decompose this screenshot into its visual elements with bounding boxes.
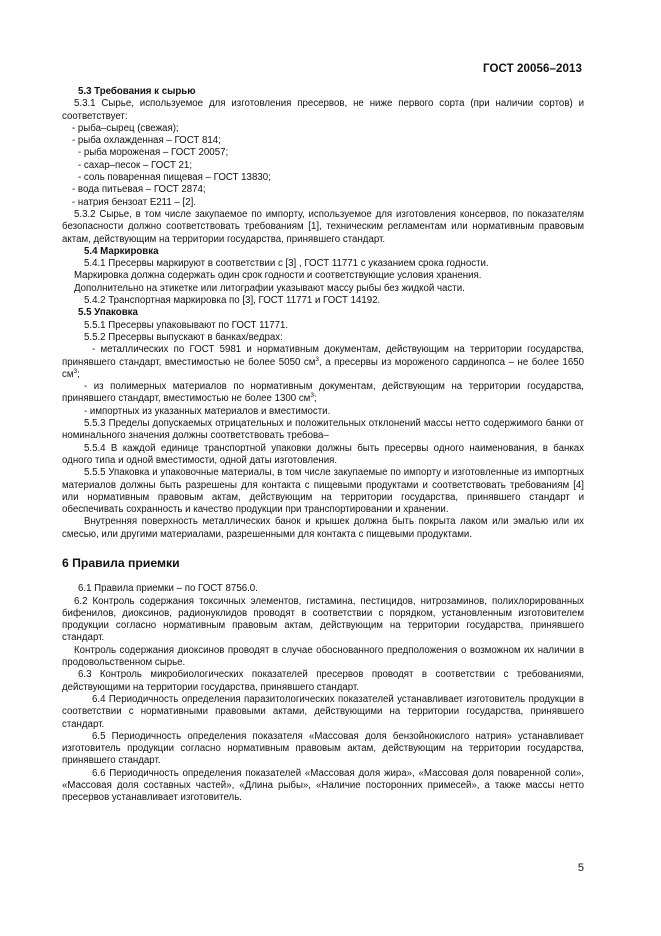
polymer-cans-text-b: ; — [313, 393, 317, 405]
metal-cans-text-b: , а пресервы из мороженого сардинопса – не более 1650 см — [62, 356, 584, 380]
paragraph-5-5-5: 5.5.5 Упаковка и упаковочные материалы, в том числе закупаемые по импорту и изготовленные из импортных материалов должны быть разрешены для контакта с пищевыми продуктами и соответствовать требованиям [4] или нормативным правовым актам, действующим на территории государства, принявшего стандарт и обеспечивать сохранность и качество продукции при транспортировании и хранении. — [62, 467, 584, 516]
page-number: 5 — [577, 862, 584, 874]
document-body — [62, 86, 584, 805]
polymer-cans-text-a: - из полимерных материалов по нормативным документам, действующим на территории государства, принявшего стандарт, вместимостью не более 1300 см — [62, 381, 584, 405]
paragraph-5-5-3: 5.5.3 Пределы допускаемых отрицательных и положительных отклонений массы нетто содержимого банки от номинального значения должны соответствовать требова– — [62, 418, 584, 442]
paragraph-5-5-4: 5.5.4 В каждой единице транспортной упаковки должны быть пресервы одного наименования, в банках одного типа и одной вместимости, одной даты изготовления. — [62, 442, 584, 466]
paragraph-6-4: 6.4 Периодичность определения паразитологических показателей устанавливает изготовитель продукции в соответствии с нормативными правовыми актами, действующими на территории государства, принявшего стандарт. — [62, 693, 584, 730]
list-item-sugar: - сахар–песок – ГОСТ 21; — [78, 159, 193, 171]
paragraph-5-5-2: 5.5.2 Пресервы выпускают в банках/ведрах: — [84, 331, 283, 343]
section-6-title: 6 Правила приемки — [62, 555, 180, 570]
paragraph-5-4-1: 5.4.1 Пресервы маркируют в соответствии с [3] , ГОСТ 11771 с указанием срока годности. — [84, 258, 489, 270]
metal-cans-text-c: ; — [77, 368, 80, 380]
paragraph-5-4-1-marking: Маркировка должна содержать один срок годности и соответствующие условия хранения. — [74, 270, 482, 282]
section-5-4-title: 5.4 Маркировка — [84, 245, 159, 257]
list-item-sodium-benzoate: - натрия бензоат Е211 – [2]. — [72, 196, 196, 208]
paragraph-5-5-1: 5.5.1 Пресервы упаковывают по ГОСТ 11771. — [84, 319, 289, 331]
document-header-standard: ГОСТ 20056–2013 — [482, 63, 582, 75]
paragraph-5-4-1-label: Дополнительно на этикетке или литографии указывают массу рыбы без жидкой части. — [74, 282, 465, 294]
paragraph-6-2-dioxins: Контроль содержания диоксинов проводят в случае обоснованного предположения о возможном их наличии в продовольственном сырье. — [62, 644, 584, 669]
paragraph-polymer-cans — [62, 381, 584, 406]
list-item-frozen-fish: - рыба мороженая – ГОСТ 20057; — [78, 147, 229, 159]
list-item-water: - вода питьевая – ГОСТ 2874; — [72, 184, 206, 196]
paragraph-imported-cans: - импортных из указанных материалов и вместимости. — [84, 405, 331, 417]
superscript-cubed: 3 — [315, 355, 319, 363]
paragraph-6-1: 6.1 Правила приемки – по ГОСТ 8756.0. — [78, 583, 258, 595]
paragraph-6-6: 6.6 Периодичность определения показателей «Массовая доля жира», «Массовая доля поваренной соли», «Массовая доля составных частей», «Длина рыбы», «Наличие посторонних примесей», а также массы нетто пресервов устанавливает изготовитель. — [62, 767, 584, 804]
list-item-raw-fish: - рыба–сырец (свежая); — [72, 122, 179, 134]
paragraph-5-3-2: 5.3.2 Сырье, в том числе закупаемое по импорту, используемое для изготовления консервов, по показателям безопасности должно соответствовать требованиям [1], техническим регламентам или нормативным правовым актам, действующим на территории государства, принявшего стандарт. — [62, 208, 584, 245]
superscript-cubed: 3 — [73, 367, 78, 375]
paragraph-5-3-1: 5.3.1 Сырье, используемое для изготовления пресервов, не ниже первого сорта (при наличии сортов) и соответствует: — [62, 98, 584, 122]
superscript-cubed: 3 — [310, 392, 314, 400]
list-item-salt: - соль поваренная пищевая – ГОСТ 13830; — [78, 172, 271, 184]
section-5-5-title: 5.5 Упаковка — [78, 307, 138, 319]
paragraph-6-2: 6.2 Контроль содержания токсичных элементов, гистамина, пестицидов, нитрозаминов, полихлорированных бифенилов, диоксинов, радионуклидов проводят в соответствии с порядком, установленным изготовителем продукции согласно нормативным правовым актам, действующим на территории государства, принявшего стандарт. — [62, 595, 584, 644]
paragraph-inner-surface: Внутренняя поверхность металлических банок и крышек должна быть покрыта лаком или эмалью или их смесью, или другими материалами, разрешенными для контакта с пищевыми продуктами. — [62, 516, 584, 540]
paragraph-metal-cans — [62, 344, 584, 381]
paragraph-6-3: 6.3 Контроль микробиологических показателей пресервов проводят в соответствии с требованиями, действующими на территории государства, принявшего стандарт. — [62, 669, 584, 693]
list-item-chilled-fish: - рыба охлажденная – ГОСТ 814; — [72, 135, 221, 147]
paragraph-6-5: 6.5 Периодичность определения показателя «Массовая доля бензойнокислого натрия» устанавливает изготовитель продукции согласно нормативным правовым актам, действующим на территории государства, принявшего стандарт. — [62, 730, 584, 767]
paragraph-5-4-2: 5.4.2 Транспортная маркировка по [3], ГОСТ 11771 и ГОСТ 14192. — [84, 295, 381, 307]
metal-cans-text-a: - металлических по ГОСТ 5981 и нормативным документам, действующим на территории государства, принявшего стандарт, вместимостью не более 5050 см — [62, 344, 584, 368]
section-5-3-title: 5.3 Требования к сырью — [78, 86, 196, 97]
